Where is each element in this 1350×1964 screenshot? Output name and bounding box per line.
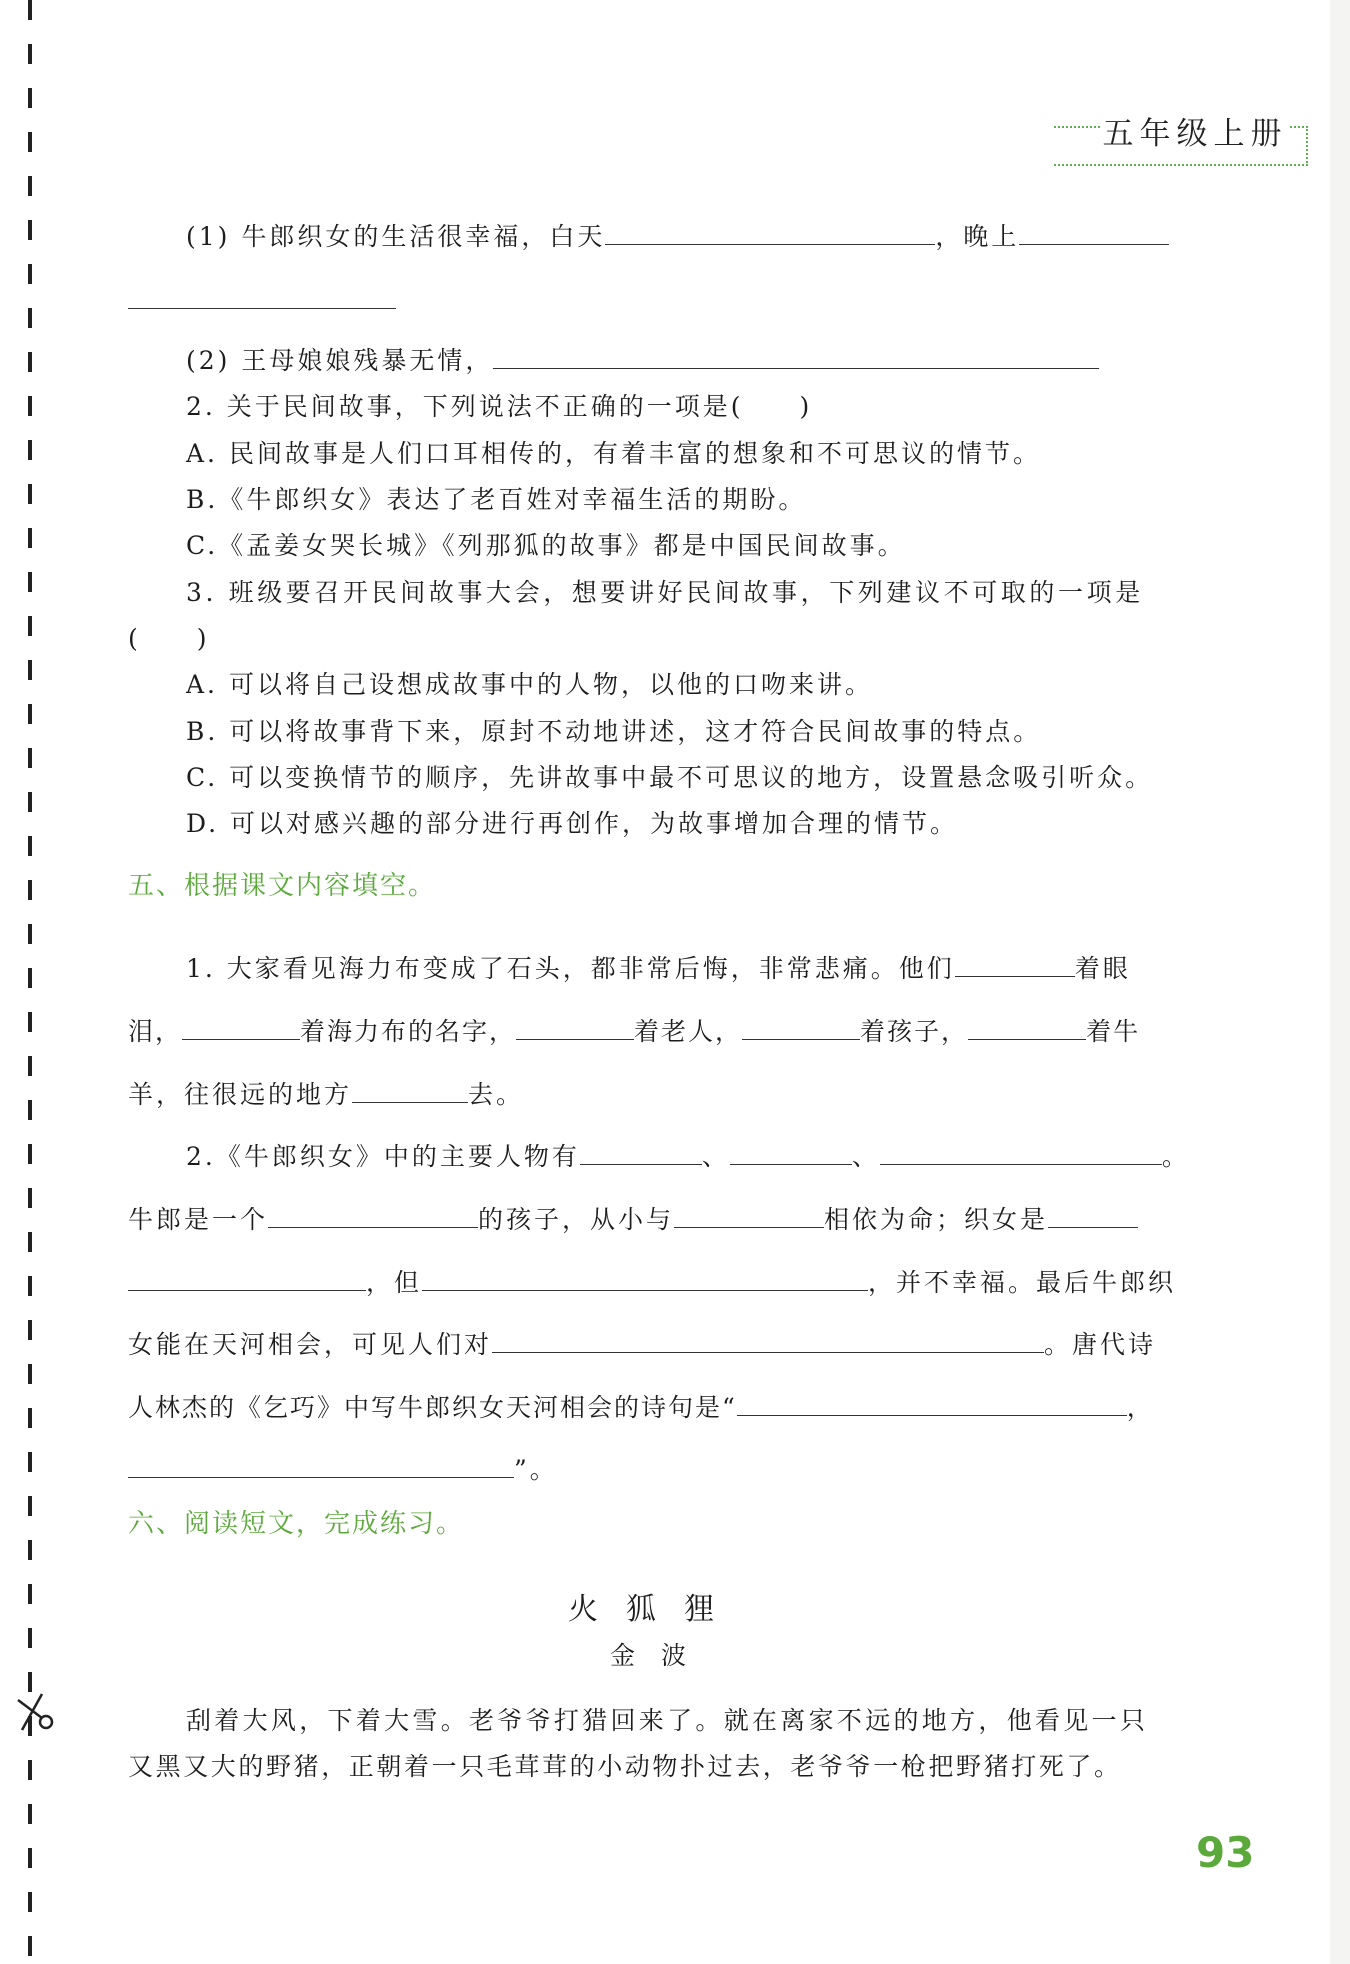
page-number: 93	[1196, 1828, 1255, 1877]
answer-blank[interactable]	[516, 1013, 634, 1040]
answer-blank[interactable]	[580, 1138, 702, 1165]
section6-heading: 六、阅读短文，完成练习。	[128, 1509, 465, 1539]
q2-option-a: A. 民间故事是人们口耳相传的，有着丰富的想象和不可思议的情节。	[186, 439, 1041, 468]
answer-blank[interactable]	[352, 1076, 468, 1103]
answer-blank[interactable]	[128, 282, 396, 309]
q3-paren: ( )	[128, 624, 210, 653]
q3-option-c: C. 可以变换情节的顺序，先讲故事中最不可思议的地方，设置悬念吸引听众。	[186, 763, 1154, 792]
answer-blank[interactable]	[737, 1389, 1127, 1416]
scissors-icon	[12, 1690, 60, 1738]
q1-2-line: (2) 王母娘娘残暴无情，	[186, 342, 1099, 378]
s5-q1-line1: 1. 大家看见海力布变成了石头，都非常后悔，非常悲痛。他们 着眼	[186, 950, 1131, 986]
q3-option-a: A. 可以将自己设想成故事中的人物，以他的口吻来讲。	[186, 670, 873, 699]
answer-blank[interactable]	[605, 218, 935, 245]
s5-q2-line6: ”。	[128, 1451, 558, 1487]
answer-blank[interactable]	[268, 1201, 478, 1228]
answer-blank[interactable]	[742, 1013, 860, 1040]
passage-paragraph-line2: 又黑又大的野猪，正朝着一只毛茸茸的小动物扑过去，老爷爷一枪把野猪打死了。	[128, 1752, 1122, 1781]
q3-stem: 3. 班级要召开民间故事大会，想要讲好民间故事，下列建议不可取的一项是	[186, 578, 1144, 607]
answer-blank[interactable]	[880, 1138, 1162, 1165]
answer-blank[interactable]	[128, 1264, 366, 1291]
s5-q2-line3: ，但 ，并不幸福。最后牛郎织	[128, 1264, 1176, 1300]
s5-q2-line1: 2.《牛郎织女》中的主要人物有 、 、 。	[186, 1138, 1190, 1174]
s5-q2-line4: 女能在天河相会，可见人们对 。唐代诗	[128, 1326, 1156, 1362]
answer-blank[interactable]	[1048, 1201, 1138, 1228]
answer-blank[interactable]	[1019, 218, 1169, 245]
s5-q1-line3: 羊，往很远的地方 去。	[128, 1076, 524, 1112]
answer-blank[interactable]	[492, 1326, 1044, 1353]
answer-blank[interactable]	[968, 1013, 1086, 1040]
q2-option-b: B.《牛郎织女》表达了老百姓对幸福生活的期盼。	[186, 485, 807, 514]
s5-q2-line2: 牛郎是一个 的孩子，从小与 相依为命；织女是	[128, 1201, 1138, 1237]
answer-blank[interactable]	[493, 342, 1099, 369]
passage-title: 火狐狸	[568, 1592, 742, 1627]
q3-option-b: B. 可以将故事背下来，原封不动地讲述，这才符合民间故事的特点。	[186, 717, 1042, 746]
answer-blank[interactable]	[674, 1201, 824, 1228]
q2-stem: 2. 关于民间故事，下列说法不正确的一项是( )	[186, 392, 813, 421]
answer-blank[interactable]	[182, 1013, 300, 1040]
s5-q1-line2: 泪， 着海力布的名字， 着老人， 着孩子， 着牛	[128, 1013, 1140, 1049]
q3-option-d: D. 可以对感兴趣的部分进行再创作，为故事增加合理的情节。	[186, 809, 959, 838]
answer-blank[interactable]	[955, 950, 1075, 977]
book-level-label: 五年级上册	[1100, 112, 1290, 156]
section5-heading: 五、根据课文内容填空。	[128, 871, 437, 901]
q2-option-c: C.《孟姜女哭长城》《列那狐的故事》都是中国民间故事。	[186, 531, 906, 560]
passage-author: 金波	[610, 1641, 713, 1670]
q1-1-line-cont	[128, 282, 396, 318]
answer-blank[interactable]	[128, 1451, 514, 1478]
q1-1-line: (1) 牛郎织女的生活很幸福，白天 ，晚上	[186, 218, 1169, 254]
answer-blank[interactable]	[730, 1138, 852, 1165]
passage-paragraph-line1: 刮着大风，下着大雪。老爷爷打猎回来了。就在离家不远的地方，他看见一只	[186, 1706, 1149, 1735]
s5-q2-line5: 人林杰的《乞巧》中写牛郎织女天河相会的诗句是“ ，	[128, 1389, 1154, 1425]
answer-blank[interactable]	[422, 1264, 868, 1291]
cut-line	[28, 0, 32, 1964]
